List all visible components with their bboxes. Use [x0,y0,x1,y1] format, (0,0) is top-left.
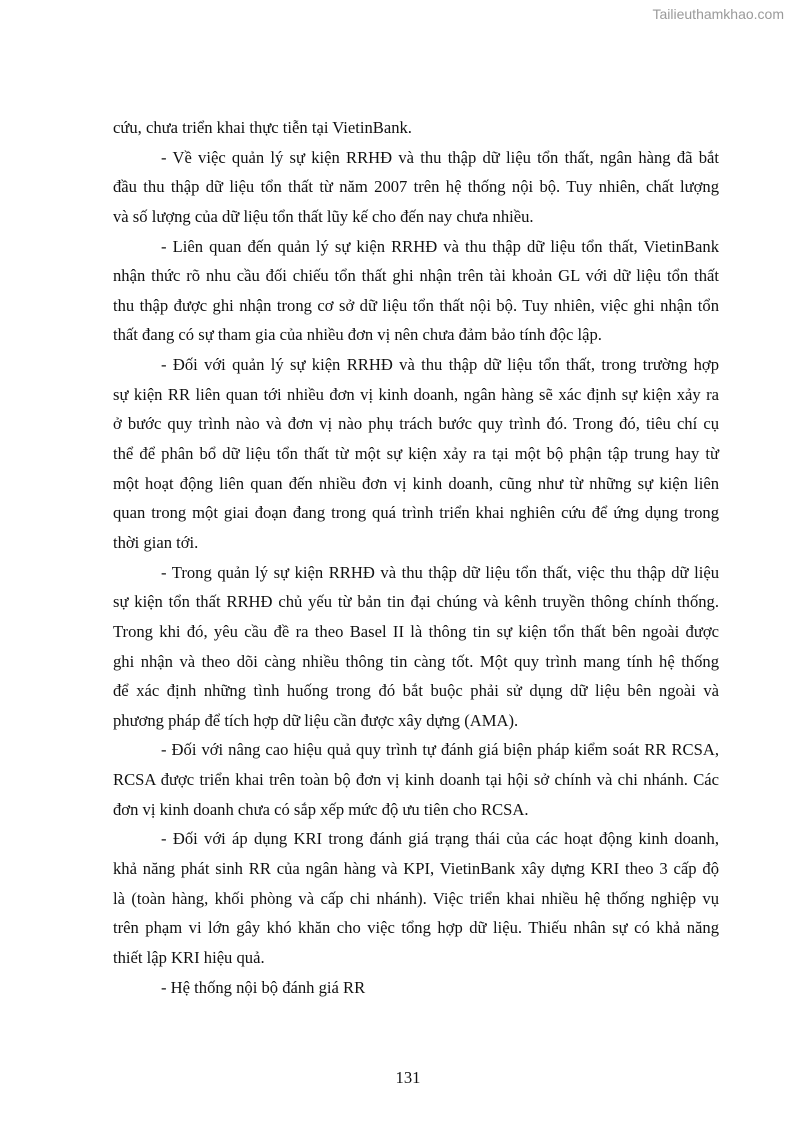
text-line: cứu, chưa triển khai thực tiễn tại VietinBank. [113,118,412,137]
text-line: khả năng phát sinh RR của ngân hàng và KPI, VietinBank xây dựng KRI theo 3 cấp độ [113,859,719,879]
text-line: thể để phân bổ dữ liệu tổn thất từ một sự kiện xảy ra tại một bộ phận tập trung hay từ [113,444,719,464]
body-text [113,113,719,1002]
text-line: sự kiện tổn thất RRHĐ chủ yếu từ bản tin đại chúng và kênh truyền thông chính thống. [113,592,719,612]
watermark: Tailieuthamkhao.com [652,6,784,22]
text-line: ghi nhận và theo dõi càng nhiều thông tin càng tốt. Một quy trình mang tính hệ thống [113,651,719,671]
text-line: và số lượng của dữ liệu tổn thất lũy kế cho đến nay chưa nhiều. [113,206,534,226]
text-line: sự kiện RR liên quan tới nhiều đơn vị kinh doanh, ngân hàng sẽ xác định sự kiện xảy ra [113,384,719,404]
text-line: là (toàn hàng, khối phòng và cấp chi nhánh). Việc triển khai nhiều hệ thống nghiệp vụ [113,888,719,908]
text-line: thời gian tới. [113,532,199,552]
text-line: thất đang có sự tham gia của nhiều đơn vị nên chưa đảm bảo tính độc lập. [113,325,602,345]
text-line: quan trong một giai đoạn đang trong quá trình triển khai nghiên cứu để ứng dụng trong [113,503,719,523]
text-line: đầu thu thập dữ liệu tổn thất từ năm 2007 trên hệ thống nội bộ. Tuy nhiên, chất lượng [113,177,719,197]
text-line: - Đối với quản lý sự kiện RRHĐ và thu thập dữ liệu tổn thất, trong trường hợp [161,355,719,375]
paragraph [113,350,719,557]
text-line: - Về việc quản lý sự kiện RRHĐ và thu thập dữ liệu tổn thất, ngân hàng đã bắt [161,147,719,167]
text-line: phương pháp để tích hợp dữ liệu cần được xây dựng (AMA). [113,710,519,730]
paragraph [113,824,719,972]
text-line: trên phạm vi lớn gây khó khăn cho việc tổng hợp dữ liệu. Thiếu nhân sự có khả năng [113,918,719,938]
text-line: ở bước quy trình nào và đơn vị nào phụ trách bước quy trình đó. Trong đó, tiêu chí cụ [113,414,719,434]
paragraph [113,143,719,232]
text-line: - Hệ thống nội bộ đánh giá RR [161,977,366,997]
page-number: 131 [395,1068,421,1087]
text-line: - Đối với áp dụng KRI trong đánh giá trạng thái của các hoạt động kinh doanh, [161,829,719,849]
text-line: - Liên quan đến quản lý sự kiện RRHĐ và thu thập dữ liệu tổn thất, VietinBank [161,236,719,256]
text-line: RCSA được triển khai trên toàn bộ đơn vị kinh doanh tại hội sở chính và chi nhánh. Các [113,770,719,790]
text-line: thu thập được ghi nhận trong cơ sở dữ liệu tổn thất nội bộ. Tuy nhiên, việc ghi nhận tổn [113,295,719,315]
text-line: - Trong quản lý sự kiện RRHĐ và thu thập dữ liệu tổn thất, việc thu thập dữ liệu [161,562,719,582]
paragraph [113,113,719,143]
paragraph [113,232,719,351]
text-line: thiết lập KRI hiệu quả. [113,947,265,967]
text-line: để xác định những tình huống trong đó bắt buộc phải sử dụng dữ liệu bên ngoài và [113,681,719,701]
text-line: một hoạt động liên quan đến nhiều đơn vị kinh doanh, cũng như từ những sự kiện liên [113,473,719,493]
paragraph [113,973,719,1003]
text-line: đơn vị kinh doanh chưa có sắp xếp mức độ ưu tiên cho RCSA. [113,799,529,819]
text-line: nhận thức rõ nhu cầu đối chiếu tổn thất ghi nhận trên tài khoản GL với dữ liệu tổn thất [113,266,719,286]
text-line: Trong khi đó, yêu cầu đề ra theo Basel II là thông tin sự kiện tổn thất bên ngoài được [113,621,719,641]
text-line: - Đối với nâng cao hiệu quả quy trình tự đánh giá biện pháp kiểm soát RR RCSA, [161,740,719,760]
paragraph [113,558,719,736]
paragraph [113,735,719,824]
